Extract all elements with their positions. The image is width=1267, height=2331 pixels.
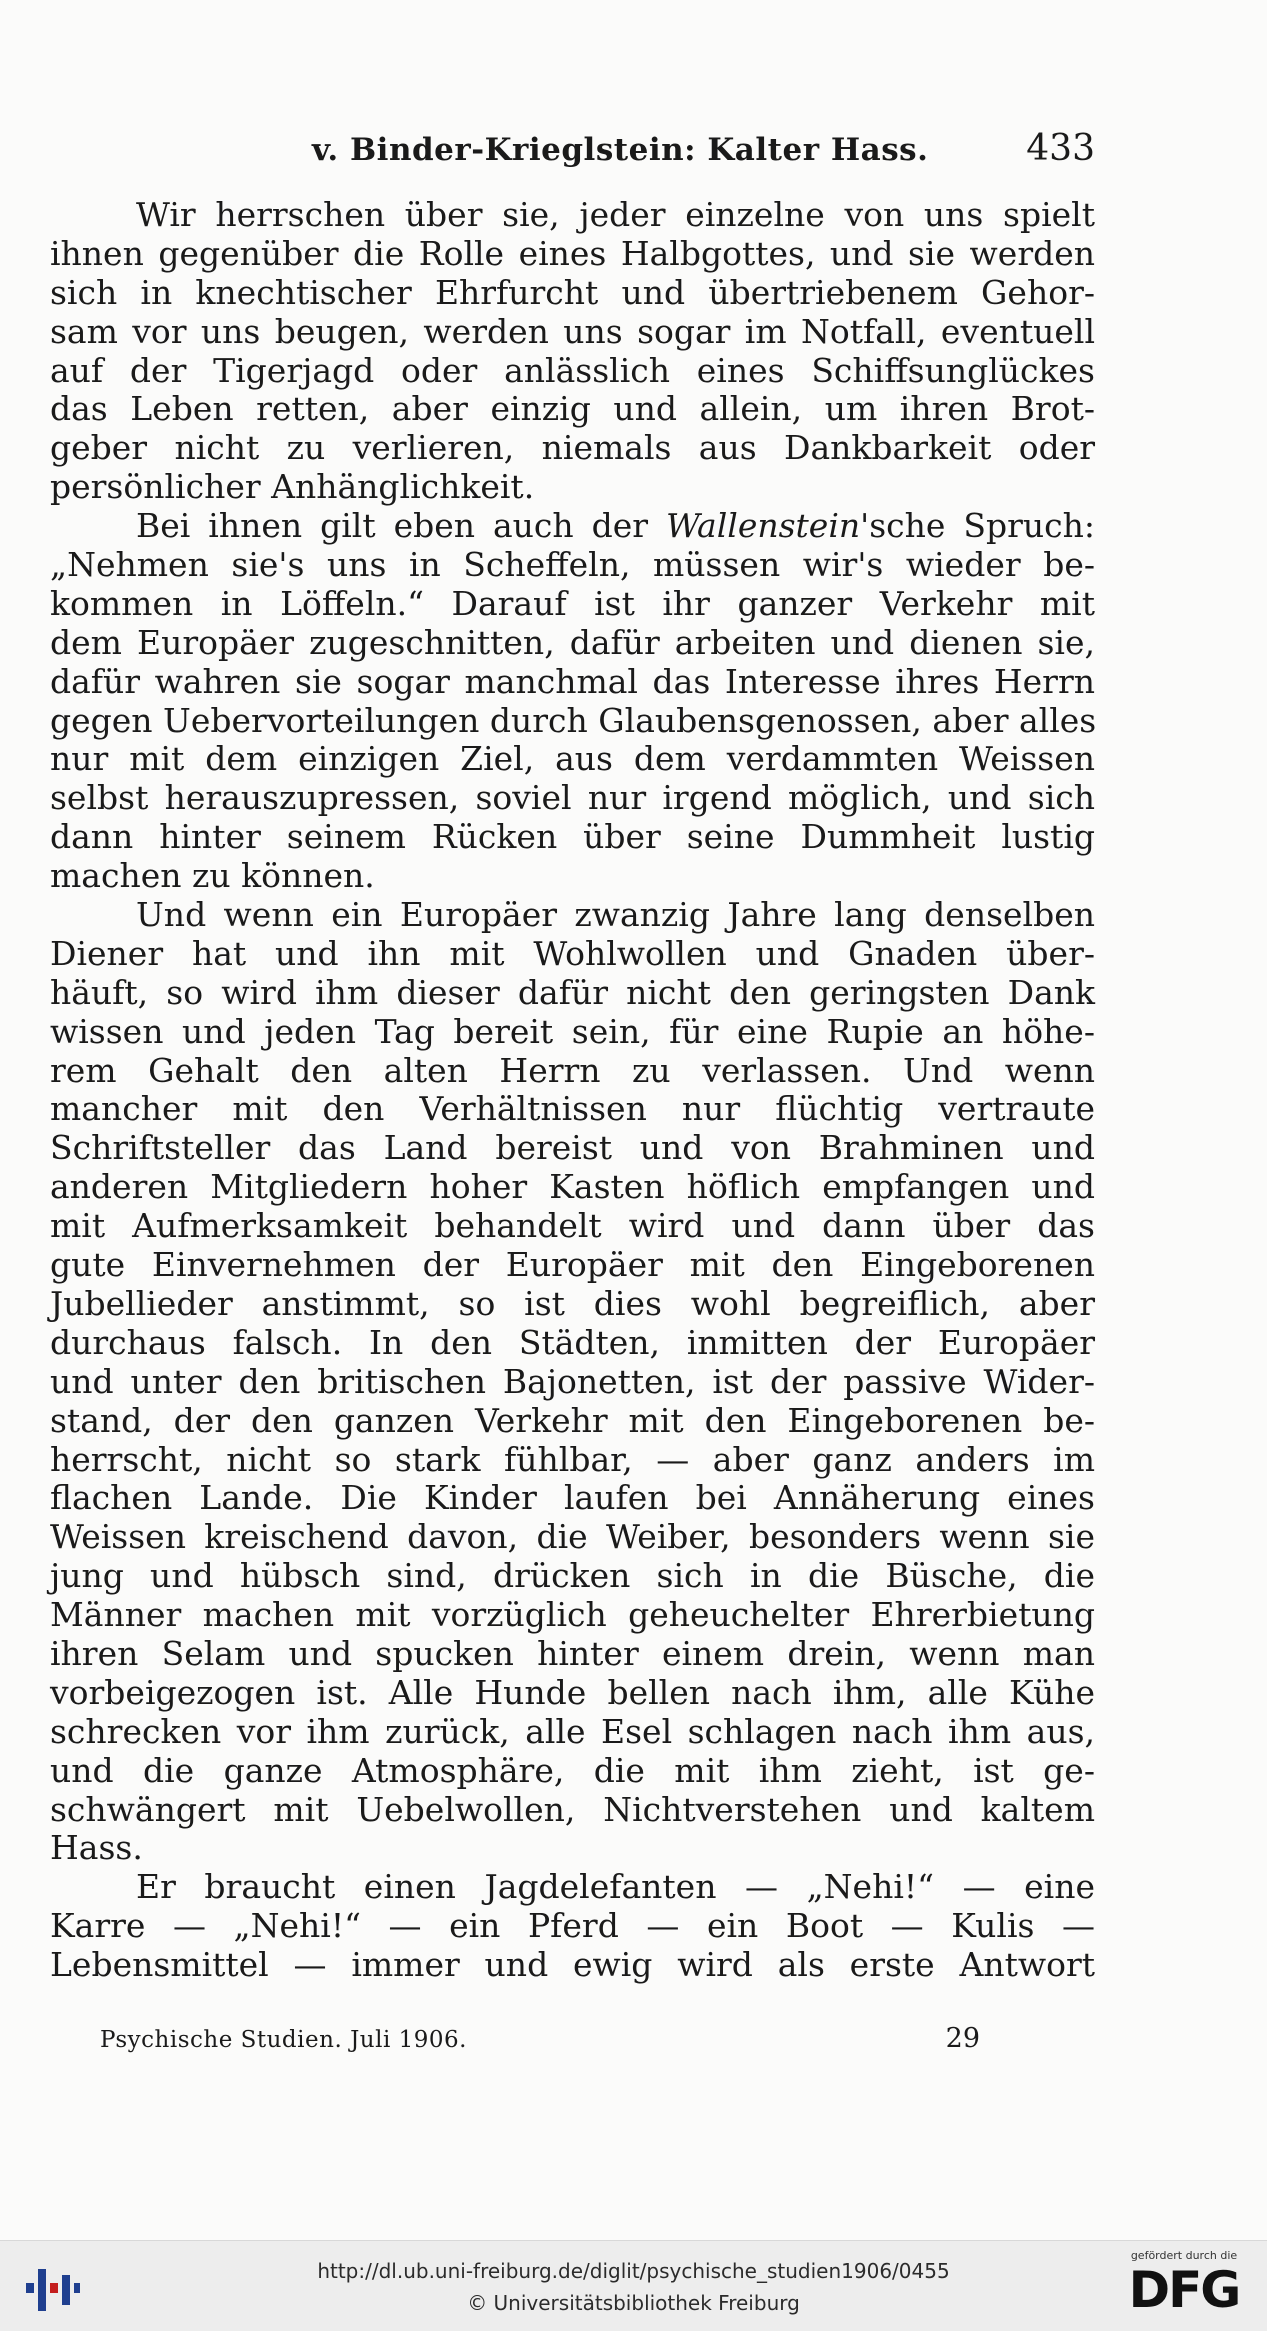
text-line: kommen in Löffeln.“ Darauf ist ihr ganzer Verkehr mit	[50, 583, 1095, 623]
text-line: herrscht, nicht so stark fühlbar, — aber ganz anders im	[50, 1439, 1095, 1479]
text-line: sich in knechtischer Ehrfurcht und übertriebenem Gehor-	[50, 272, 1095, 312]
dfg-sponsor[interactable]	[1119, 2247, 1249, 2327]
copyright-notice: © Universitätsbibliothek Freiburg	[467, 2291, 800, 2315]
italic-name: Wallenstein	[666, 506, 861, 546]
text-line: Lebensmittel — immer und ewig wird als erste Antwort	[50, 1945, 1095, 1985]
text-line: und die ganze Atmosphäre, die mit ihm zieht, ist ge-	[50, 1750, 1095, 1790]
text-line: nur mit dem einzigen Ziel, aus dem verdammten Weissen	[50, 739, 1095, 779]
text-line: mancher mit den Verhältnissen nur flüchtig vertraute	[50, 1089, 1095, 1129]
text-line: gegen Uebervorteilungen durch Glaubensgenossen, aber alles	[50, 700, 1097, 740]
viewer-bar	[0, 2240, 1267, 2331]
text-line: jung und hübsch sind, drücken sich in die Büsche, die	[50, 1556, 1095, 1596]
text-line: Hass.	[50, 1828, 143, 1868]
running-head	[50, 128, 1095, 176]
page-url-link[interactable]: http://dl.ub.uni-freiburg.de/diglit/psychische_studien1906/0455	[317, 2259, 950, 2283]
text-line: Männer machen mit vorzüglich geheuchelter Ehrerbietung	[50, 1595, 1095, 1635]
text-line: machen zu können.	[50, 856, 375, 896]
text-line: anderen Mitgliedern hoher Kasten höflich empfangen und	[50, 1167, 1095, 1207]
signature-mark: 29	[945, 2023, 980, 2054]
dfg-caption: gefördert durch die	[1130, 2249, 1238, 2262]
text-line: dann hinter seinem Rücken über seine Dummheit lustig	[50, 817, 1095, 857]
text-line: durchaus falsch. In den Städten, inmitten der Europäer	[50, 1322, 1095, 1362]
text-line: vorbeigezogen ist. Alle Hunde bellen nach ihm, alle Kühe	[50, 1672, 1095, 1712]
text-line: Schriftsteller das Land bereist und von Brahminen und	[50, 1128, 1095, 1168]
text-line: mit Aufmerksamkeit behandelt wird und dann über das	[50, 1206, 1095, 1246]
text-line: dafür wahren sie sogar manchmal das Interesse ihres Herrn	[50, 661, 1095, 701]
text-line: ihnen gegenüber die Rolle eines Halbgottes, und sie werden	[50, 233, 1095, 273]
text-line: das Leben retten, aber einzig und allein, um ihren Brot-	[50, 389, 1095, 429]
text-line: „Nehmen sie's uns in Scheffeln, müssen wir's wieder be-	[50, 545, 1095, 585]
text-line: rem Gehalt den alten Herrn zu verlassen. Und wenn	[50, 1050, 1095, 1090]
text-line: Bei ihnen gilt eben auch der Wallenstein'sche Spruch:	[136, 506, 1096, 546]
text-line: Jubellieder anstimmt, so ist dies wohl begreiflich, aber	[50, 1283, 1095, 1323]
text-line: flachen Lande. Die Kinder laufen bei Annäherung eines	[50, 1478, 1095, 1518]
text-line: dem Europäer zugeschnitten, dafür arbeiten und dienen sie,	[50, 622, 1095, 662]
running-title: v. Binder-Krieglstein: Kalter Hass.	[312, 132, 929, 168]
text-line: ihren Selam und spucken hinter einem drein, wenn man	[50, 1633, 1095, 1673]
text-line: selbst herauszupressen, soviel nur irgend möglich, und sich	[50, 778, 1095, 818]
text-line: stand, der den ganzen Verkehr mit den Eingeborenen be-	[50, 1400, 1095, 1440]
text-line: Wir herrschen über sie, jeder einzelne von uns spielt	[136, 195, 1095, 234]
body-text	[50, 196, 1095, 1985]
text-line: auf der Tigerjagd oder anlässlich eines Schiffsunglückes	[50, 350, 1095, 390]
page-footer	[100, 2023, 980, 2063]
dfg-logo: DFG	[1128, 2261, 1240, 2319]
text-line: sam vor uns beugen, werden uns sogar im Notfall, eventuell	[50, 311, 1095, 351]
page-number: 433	[1026, 128, 1095, 169]
text-line: schrecken vor ihm zurück, alle Esel schlagen nach ihm aus,	[50, 1711, 1095, 1751]
text-line: geber nicht zu verlieren, niemals aus Dankbarkeit oder	[50, 428, 1095, 468]
text-line: schwängert mit Uebelwollen, Nichtverstehen und kaltem	[50, 1789, 1095, 1829]
text-line: Weissen kreischend davon, die Weiber, besonders wenn sie	[50, 1517, 1095, 1557]
text-line: Er braucht einen Jagdelefanten — „Nehi!“ — eine	[136, 1867, 1095, 1907]
footer-journal: Psychische Studien. Juli 1906.	[100, 2027, 467, 2053]
text-line: gute Einvernehmen der Europäer mit den Eingeborenen	[50, 1245, 1095, 1285]
text-line: Und wenn ein Europäer zwanzig Jahre lang denselben	[136, 895, 1095, 935]
text-line: und unter den britischen Bajonetten, ist der passive Wider-	[50, 1361, 1095, 1401]
text-line: wissen und jeden Tag bereit sein, für eine Rupie an höhe-	[50, 1011, 1095, 1051]
text-line: Karre — „Nehi!“ — ein Pferd — ein Boot — Kulis —	[50, 1906, 1095, 1946]
text-line: Diener hat und ihn mit Wohlwollen und Gnaden über-	[50, 933, 1095, 973]
text-line: häuft, so wird ihm dieser dafür nicht den geringsten Dank	[50, 972, 1095, 1012]
text-line: persönlicher Anhänglichkeit.	[50, 467, 535, 507]
